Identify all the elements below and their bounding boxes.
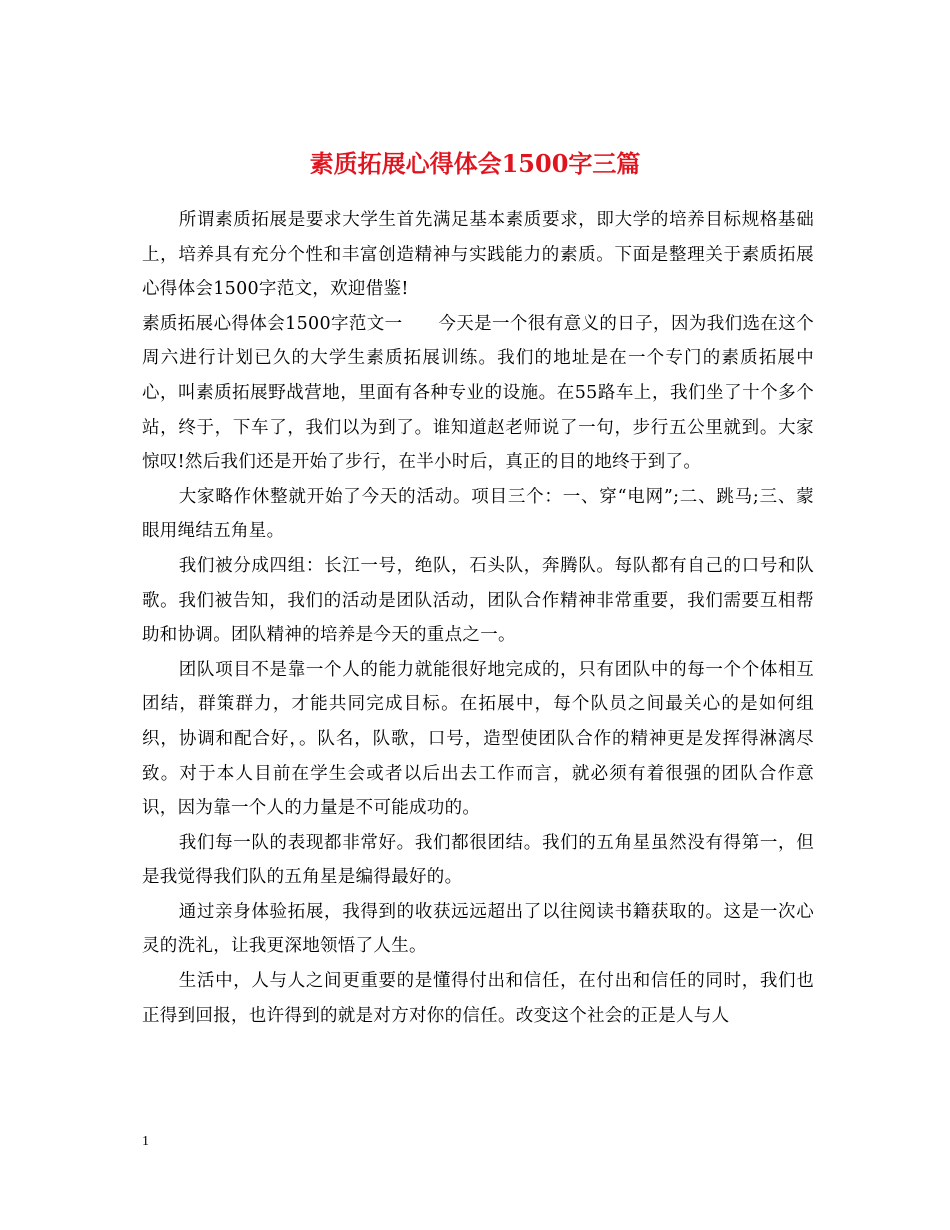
- paragraph-experience: 通过亲身体验拓展，我得到的收获远远超出了以往阅读书籍获取的。这是一次心灵的洗礼，让我更深地领悟了人生。: [142, 901, 814, 957]
- paragraph-teamwork: 团队项目不是靠一个人的能力就能很好地完成的，只有团队中的每一个个体相互团结，群策群力，才能共同完成目标。在拓展中，每个队员之间最关心的是如何组织，协调和配合好，。队名，队歌，口号，造型使团队合作的精神更是发挥得淋漓尽致。对于本人目前在学生会或者以后出去工作而言，就必须有着很强的团队合作意识，因为靠一个人的力量是不可能成功的。: [142, 659, 814, 819]
- document-body: [142, 203, 814, 1033]
- paragraph-intro: 所谓素质拓展是要求大学生首先满足基本素质要求，即大学的培养目标规格基础上，培养具有充分个性和丰富创造精神与实践能力的素质。下面是整理关于素质拓展心得体会1500字范文，欢迎借鉴!: [142, 210, 814, 300]
- page-number: 1: [142, 1134, 149, 1149]
- paragraph-trust: 生活中，人与人之间更重要的是懂得付出和信任，在付出和信任的同时，我们也正得到回报，也许得到的就是对方对你的信任。改变这个社会的正是人与人: [142, 971, 814, 1026]
- paragraph-teams: 我们被分成四组：长江一号，绝队，石头队，奔腾队。每队都有自己的口号和队歌。我们被告知，我们的活动是团队活动，团队合作精神非常重要，我们需要互相帮助和协调。团队精神的培养是今天的重点之一。: [142, 555, 814, 646]
- paragraph-activities: 大家略作休整就开始了今天的活动。项目三个：一、穿“电网”;二、跳马;三、蒙眼用绳结五角星。: [142, 486, 814, 542]
- document-title: 素质拓展心得体会1500字三篇: [309, 149, 641, 179]
- paragraph-performance: 我们每一队的表现都非常好。我们都很团结。我们的五角星虽然没有得第一，但是我觉得我们队的五角星是编得最好的。: [142, 832, 814, 888]
- paragraph-essay-one-start: 素质拓展心得体会1500字范文一 今天是一个很有意义的日子，因为我们选在这个周六进行计划已久的大学生素质拓展训练。我们的地址是在一个专门的素质拓展中心，叫素质拓展野战营地，里面有各种专业的设施。在55路车上，我们坐了十个多个站，终于，下车了，我们以为到了。谁知道赵老师说了一句，步行五公里就到。大家惊叹!然后我们还是开始了步行，在半小时后，真正的目的地终于到了。: [142, 313, 814, 473]
